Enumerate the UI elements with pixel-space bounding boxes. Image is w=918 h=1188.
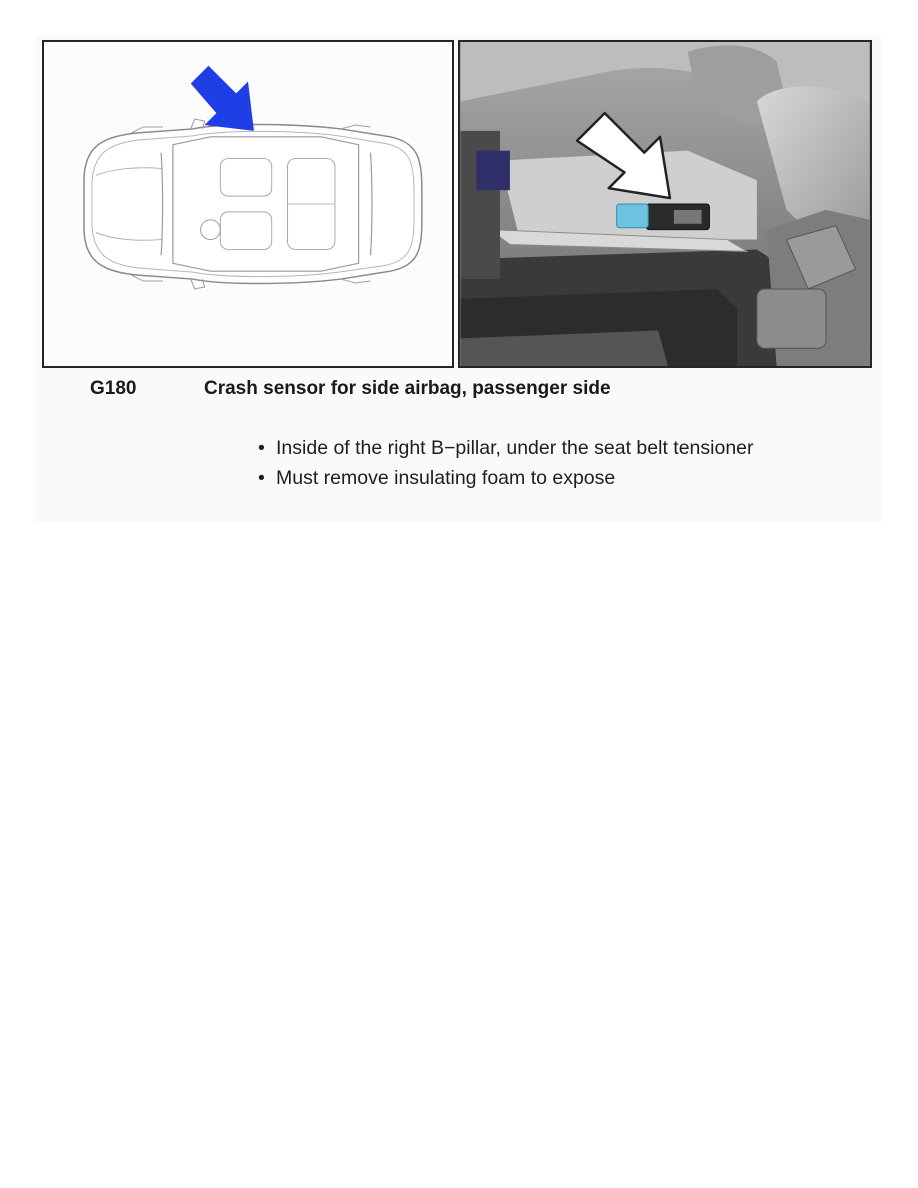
vehicle-diagram-panel bbox=[42, 40, 454, 368]
list-item bbox=[258, 436, 778, 460]
sensor-photo-illustration bbox=[460, 42, 870, 366]
bullet-glyph: • bbox=[258, 467, 265, 489]
sensor-connector bbox=[617, 204, 649, 228]
list-item bbox=[258, 466, 778, 490]
bullet-glyph: • bbox=[258, 437, 265, 459]
arrow-down-right-icon bbox=[191, 66, 254, 131]
component-title: Crash sensor for side airbag, passenger side bbox=[204, 378, 611, 399]
list-item-text: Must remove insulating foam to expose bbox=[276, 467, 616, 489]
vehicle-body-outline bbox=[84, 124, 422, 283]
list-item-text: Inside of the right B−pillar, under the seat belt tensioner bbox=[276, 437, 754, 459]
vehicle-top-view-diagram bbox=[44, 42, 452, 366]
location-notes-list bbox=[258, 436, 778, 496]
sensor-location-photo bbox=[458, 40, 872, 368]
component-code: G180 bbox=[90, 378, 137, 399]
